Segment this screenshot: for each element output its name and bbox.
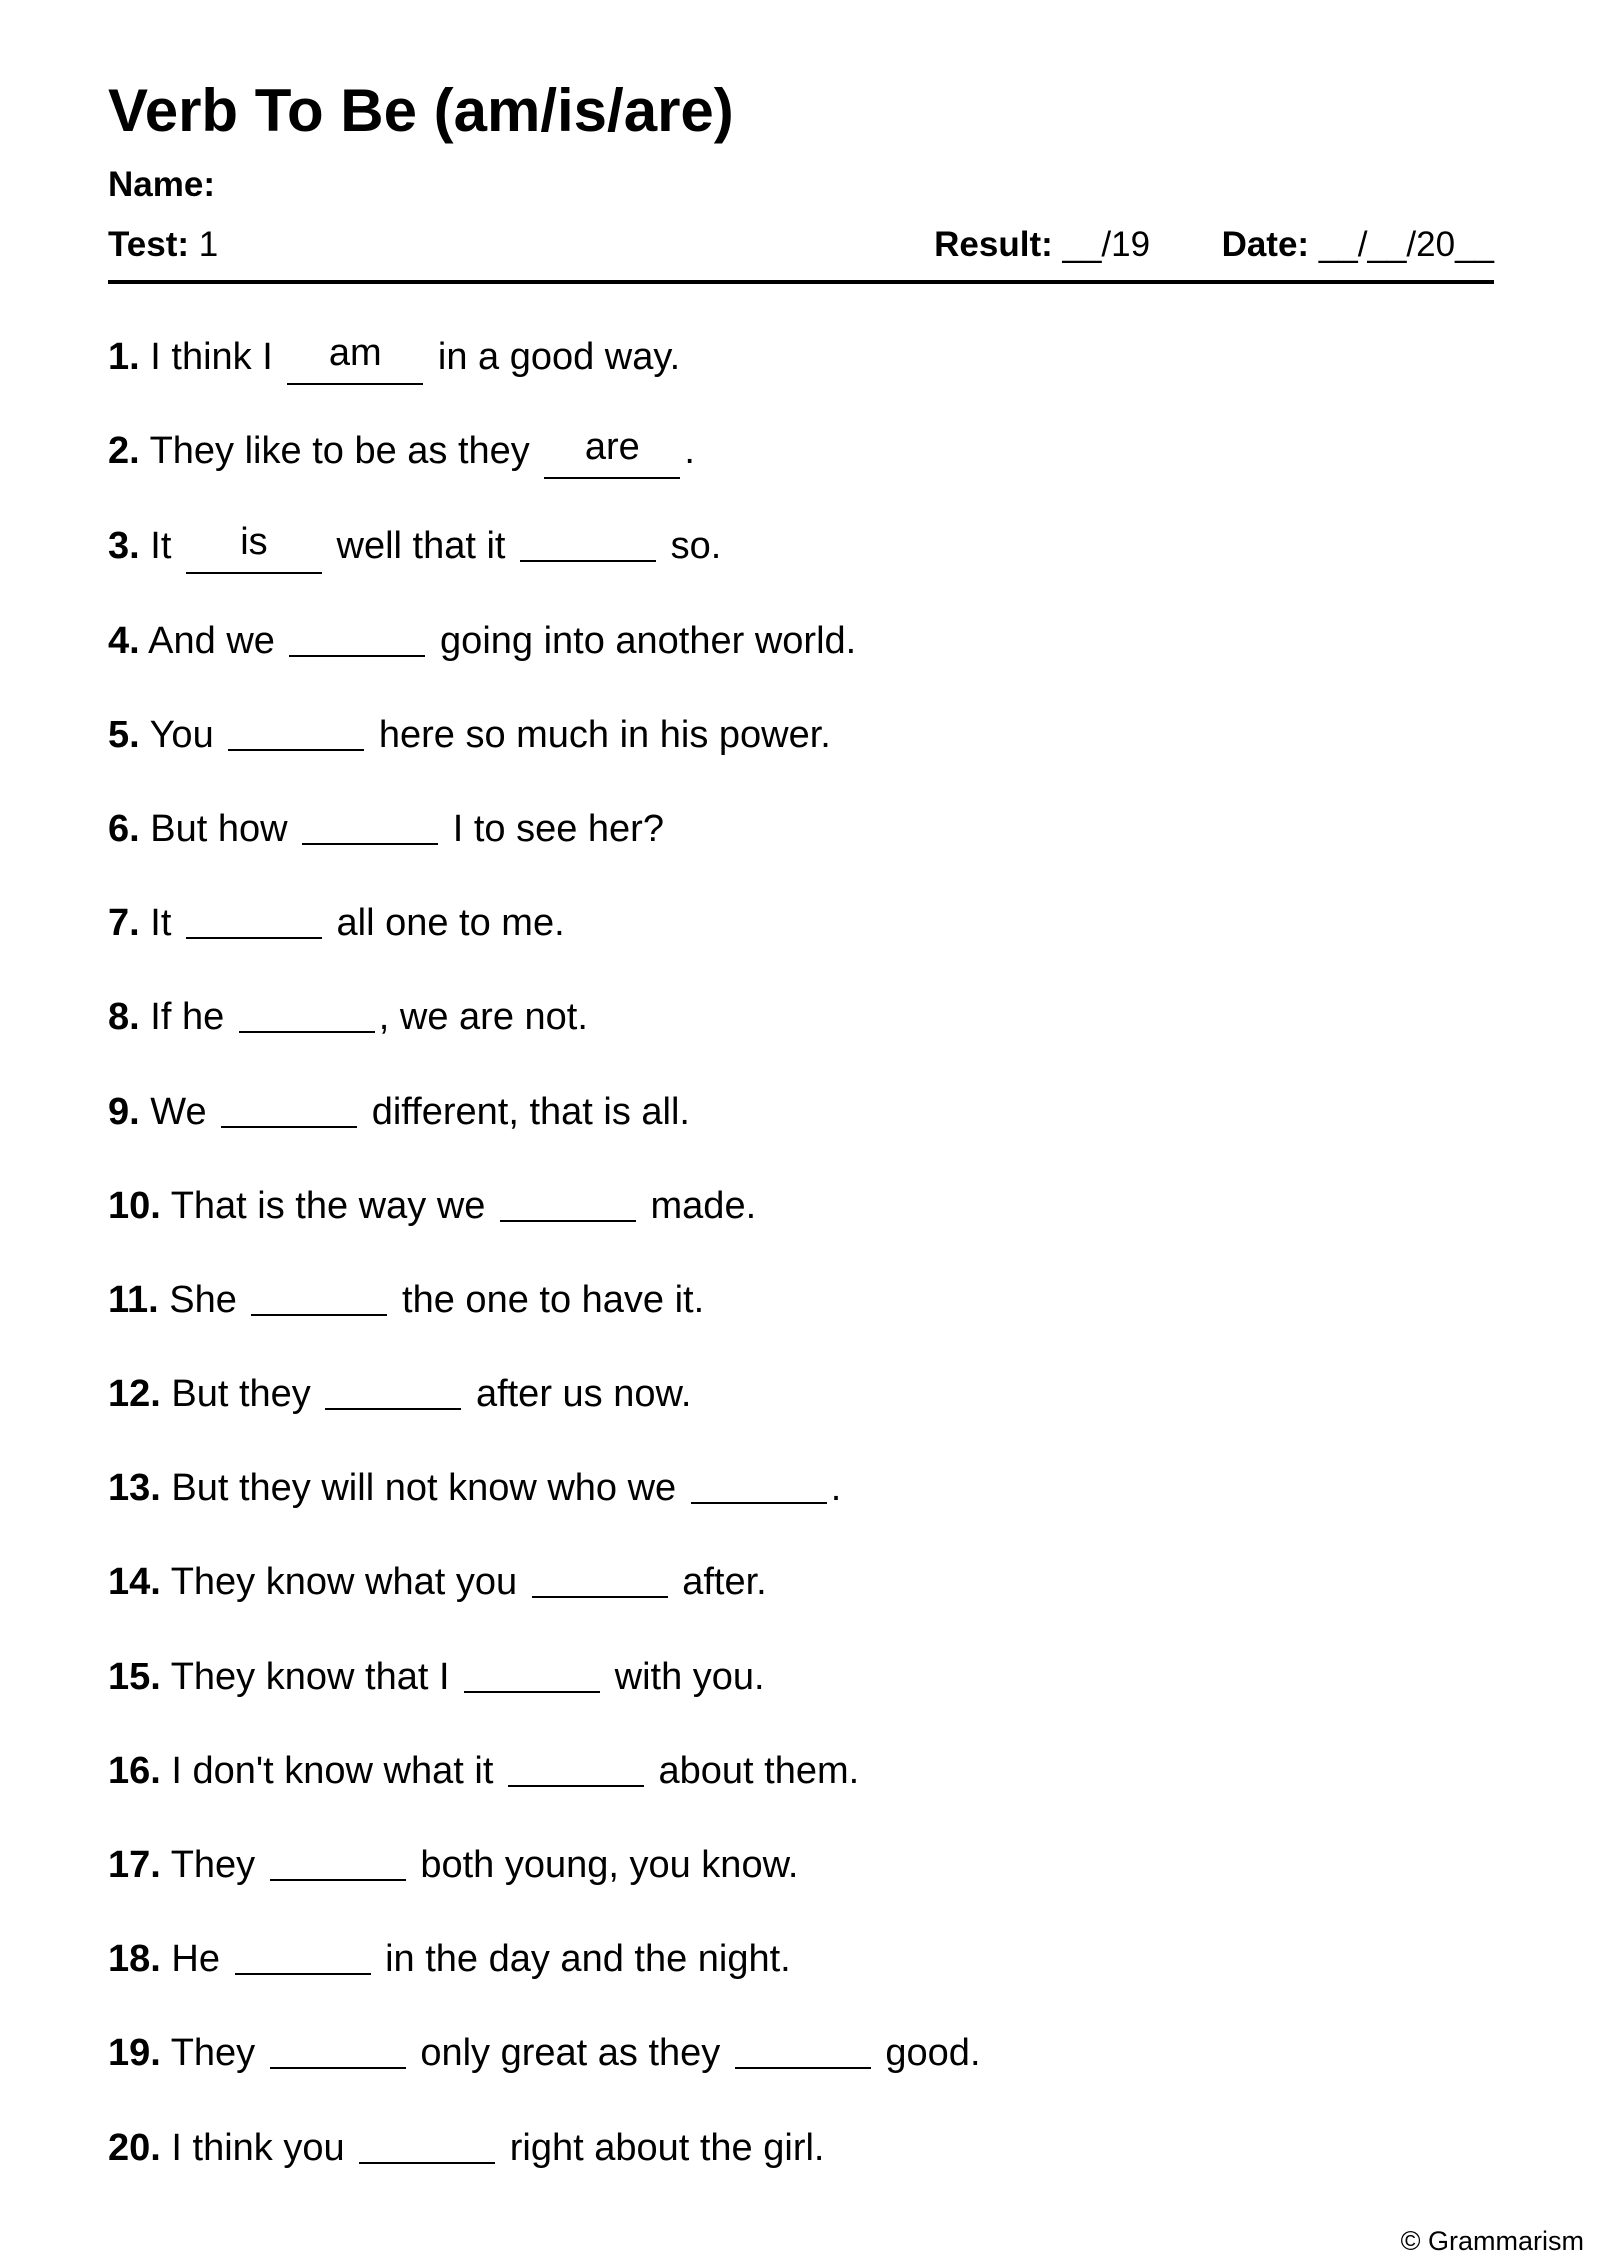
question-text: But how — [150, 807, 288, 850]
question-text: It — [150, 902, 172, 945]
question-text: in a good way. — [437, 336, 681, 378]
question-number: 3. — [108, 525, 140, 568]
answer-blank[interactable] — [464, 1651, 600, 1693]
question-item — [108, 2023, 1494, 2117]
meta-row — [108, 225, 1494, 265]
question-item — [108, 1929, 1494, 2023]
question-number: 10. — [108, 1184, 161, 1227]
question-text: It — [150, 525, 172, 568]
question-text: . — [830, 1467, 842, 1510]
question-text: I to see her? — [452, 807, 664, 850]
question-text: , we are not. — [378, 996, 588, 1039]
question-text: about them. — [658, 1749, 860, 1792]
answer-blank[interactable] — [735, 2027, 871, 2069]
question-text: the one to have it. — [402, 1278, 705, 1321]
question-text: They — [170, 2032, 256, 2075]
date-label: Date: — [1221, 225, 1310, 264]
question-number: 12. — [108, 1373, 161, 1416]
question-item — [108, 1176, 1494, 1270]
question-text: right about the girl. — [509, 2126, 825, 2169]
question-text: all one to me. — [336, 902, 565, 945]
question-item — [108, 611, 1494, 705]
question-number: 16. — [108, 1749, 161, 1792]
question-item — [108, 1364, 1494, 1458]
question-number: 20. — [108, 2126, 161, 2169]
question-text: after. — [682, 1561, 767, 1604]
question-number: 2. — [108, 430, 140, 473]
question-text: so. — [670, 525, 722, 568]
answer-blank[interactable] — [251, 1274, 387, 1316]
question-number: 14. — [108, 1561, 161, 1604]
question-text: good. — [885, 2032, 981, 2075]
question-item — [108, 893, 1494, 987]
question-number: 9. — [108, 1090, 140, 1133]
answer-blank[interactable] — [508, 1745, 644, 1787]
answer-blank[interactable] — [544, 426, 680, 479]
question-text: in the day and the night. — [385, 1938, 791, 1981]
question-item — [108, 1741, 1494, 1835]
question-number: 15. — [108, 1655, 161, 1698]
question-item — [108, 328, 1494, 422]
answer-blank[interactable] — [500, 1180, 636, 1222]
question-item — [108, 1835, 1494, 1929]
question-text: I think I — [150, 336, 273, 378]
question-number: 17. — [108, 1844, 161, 1886]
question-item — [108, 799, 1494, 893]
answer-blank[interactable] — [186, 897, 322, 939]
result-date-info — [934, 225, 1494, 265]
question-text: That is the way we — [170, 1184, 486, 1227]
question-number: 19. — [108, 2032, 161, 2075]
answer-blank[interactable] — [235, 1933, 371, 1975]
question-number: 11. — [108, 1278, 159, 1321]
answer-blank[interactable] — [520, 520, 656, 562]
question-text: different, that is all. — [371, 1090, 690, 1133]
question-text: I don't know what it — [171, 1749, 494, 1792]
answer-blank[interactable] — [270, 1839, 406, 1881]
question-list — [108, 328, 1494, 2212]
answer-blank[interactable] — [691, 1462, 827, 1504]
question-item — [108, 1270, 1494, 1364]
question-item — [108, 1458, 1494, 1552]
question-text: She — [169, 1278, 237, 1321]
question-item — [108, 987, 1494, 1081]
question-text: They like to be as they — [149, 430, 530, 473]
name-label: Name: — [108, 165, 215, 204]
question-number: 1. — [108, 336, 140, 378]
answer-blank[interactable] — [302, 803, 438, 845]
question-number: 8. — [108, 996, 140, 1039]
worksheet-title: Verb To Be (am/is/are) — [108, 77, 734, 144]
question-item — [108, 1647, 1494, 1741]
answer-blank[interactable] — [532, 1556, 668, 1598]
answer-text: am — [328, 332, 382, 374]
answer-blank[interactable] — [221, 1086, 357, 1128]
question-item — [108, 705, 1494, 799]
question-number: 13. — [108, 1467, 161, 1510]
name-field — [108, 165, 215, 205]
question-text: He — [171, 1938, 220, 1981]
date-value: __/__/20__ — [1318, 225, 1494, 264]
answer-text: is — [240, 521, 268, 564]
answer-blank[interactable] — [287, 332, 423, 385]
question-text: But they — [171, 1373, 311, 1416]
question-item — [108, 2118, 1494, 2212]
answer-text: are — [584, 426, 640, 469]
question-text: going into another world. — [440, 619, 857, 662]
copyright-footer: © Grammarism — [1400, 2226, 1584, 2256]
question-text: If he — [150, 996, 225, 1039]
question-text: made. — [650, 1184, 757, 1227]
result-label: Result: — [934, 225, 1053, 264]
header-divider — [108, 280, 1494, 284]
question-text: You — [149, 713, 214, 756]
question-number: 6. — [108, 807, 140, 850]
question-number: 5. — [108, 713, 140, 756]
question-text: both young, you know. — [420, 1844, 799, 1886]
test-label: Test: — [108, 225, 190, 264]
question-text: They know that I — [170, 1655, 450, 1698]
question-text: I think you — [171, 2126, 345, 2169]
answer-blank[interactable] — [239, 991, 375, 1033]
answer-blank[interactable] — [289, 615, 425, 657]
question-item — [108, 422, 1494, 516]
question-number: 18. — [108, 1938, 161, 1981]
question-text: . — [684, 430, 695, 473]
question-item — [108, 1552, 1494, 1646]
answer-blank[interactable] — [359, 2122, 495, 2164]
question-text: well that it — [336, 525, 506, 568]
test-info — [108, 225, 218, 265]
question-item — [108, 1082, 1494, 1176]
answer-blank[interactable] — [325, 1368, 461, 1410]
answer-blank[interactable] — [186, 521, 322, 574]
question-number: 4. — [108, 619, 140, 662]
result-value: __/19 — [1062, 225, 1151, 264]
test-value: 1 — [198, 225, 219, 264]
question-text: with you. — [614, 1655, 765, 1698]
question-text: And we — [148, 619, 275, 662]
question-text: They know what you — [170, 1561, 518, 1604]
question-text: only great as they — [420, 2032, 721, 2075]
answer-blank[interactable] — [270, 2027, 406, 2069]
answer-blank[interactable] — [228, 709, 364, 751]
question-item — [108, 516, 1494, 610]
question-text: We — [150, 1090, 207, 1133]
question-text: here so much in his power. — [378, 713, 831, 756]
question-text: after us now. — [475, 1373, 692, 1416]
question-text: They — [170, 1844, 256, 1886]
question-text: But they will not know who we — [171, 1467, 677, 1510]
question-number: 7. — [108, 902, 140, 945]
